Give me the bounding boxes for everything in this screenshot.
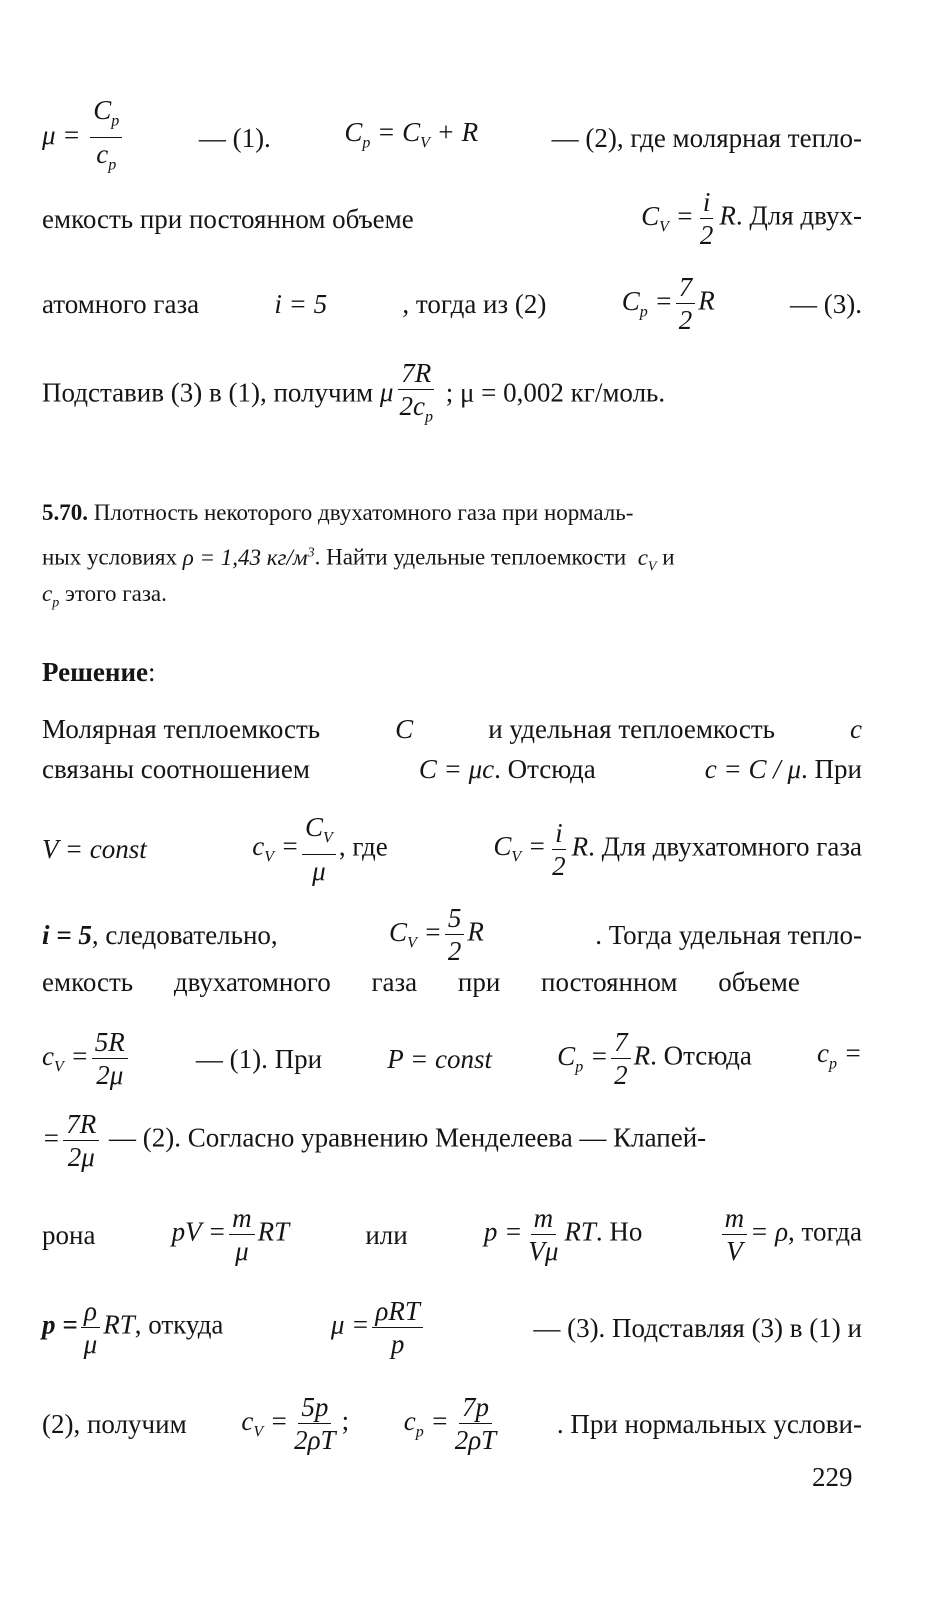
text-fragment: связаны соотношением bbox=[42, 754, 310, 784]
text-line-18 bbox=[42, 1392, 862, 1455]
text-fragment: . Тогда удельная тепло- bbox=[595, 919, 862, 950]
text-line-17 bbox=[42, 1296, 862, 1359]
text-fragment: Подставив (3) в (1), получим bbox=[42, 377, 374, 408]
formula-cp-7p: $c_p$ = $\frac{7p}{2\rho T}$ bbox=[403, 1392, 497, 1455]
eq-ref: — (1). bbox=[198, 122, 271, 153]
formula-c-over-mu: c = C / μ. При bbox=[704, 754, 862, 784]
text-fragment: — (2). Согласно уравнению Менделеева — Клапей- bbox=[108, 1122, 707, 1153]
eq-ref: — (3). bbox=[789, 288, 862, 319]
formula-i5: i = 5 bbox=[274, 288, 328, 319]
text-line-3 bbox=[42, 272, 862, 335]
formula-cv: $C_V$ = $\frac{i}{2}$ R. Для двух- bbox=[641, 187, 862, 250]
text-fragment: (2), получим bbox=[42, 1408, 187, 1439]
formula-pv: pV = $\frac{m}{\mu}$ RT bbox=[171, 1203, 290, 1266]
text-line-10 bbox=[42, 753, 862, 785]
text-line-5 bbox=[42, 497, 862, 529]
formula-7r-2mu: = $\frac{7R}{2\mu}$ bbox=[42, 1123, 109, 1153]
text-fragment: атомного газа bbox=[42, 288, 200, 319]
text-line-4 bbox=[42, 358, 862, 432]
text-line-14 bbox=[42, 1027, 862, 1090]
formula-cv-5r: $c_V$ = $\frac{5R}{2\mu}$ bbox=[42, 1027, 131, 1090]
text-line-12 bbox=[42, 903, 862, 966]
solution-heading: Решение: bbox=[42, 657, 156, 687]
formula-cv-5p: $c_V$ = $\frac{5p}{2\rho T}$ ; bbox=[241, 1392, 350, 1455]
text-fragment: ных условиях bbox=[42, 544, 177, 570]
formula-mu-7r: μ $\frac{7R}{2c_p}$ bbox=[379, 358, 433, 426]
text-line-6 bbox=[42, 537, 862, 583]
text-line-7 bbox=[42, 578, 862, 620]
text-line-11 bbox=[42, 812, 862, 886]
text-fragment: и удельная теплоемкость bbox=[488, 714, 775, 744]
formula-v-const: V = const bbox=[42, 834, 147, 865]
result-value: ; μ = 0,002 кг/моль. bbox=[445, 377, 666, 408]
text-line-2 bbox=[42, 187, 862, 250]
text-fragment: — (2), где молярная тепло- bbox=[551, 122, 862, 153]
formula-density: ρ = 1,43 $кг/м^3$ bbox=[182, 544, 315, 570]
formula-cp-eq: $c_p$ = bbox=[816, 1037, 862, 1073]
text-line-1 bbox=[42, 95, 862, 181]
formula-c-muc: C = μc. Отсюда bbox=[418, 754, 596, 784]
text-fragment: — (3). Подставляя (3) в (1) и bbox=[533, 1312, 862, 1343]
formula-p-const: P = const bbox=[387, 1043, 492, 1074]
text-line-9 bbox=[42, 713, 862, 745]
formula-mu-rhort: μ = $\frac{\text{ρRT}}{p}$ bbox=[331, 1296, 426, 1359]
formula-p-rho-mu: p = $\frac{\rho}{\mu}$ RT, откуда bbox=[42, 1296, 224, 1359]
symbol-c: c bbox=[850, 714, 862, 744]
formula-cv-5-2: $C_V$ = $\frac{5}{2}$ R bbox=[389, 903, 484, 966]
text-fragment: рона bbox=[42, 1219, 96, 1250]
text-line-13 bbox=[42, 966, 862, 998]
formula-p-m-vmu: p = $\frac{m}{V\mu}$ RT. Но bbox=[483, 1203, 643, 1266]
formula-cp-sum: $C_p = C_V + R$ bbox=[344, 117, 479, 152]
page-number: 229 bbox=[812, 1462, 853, 1492]
formula-cv-over-mu: $c_V$ = $\frac{C_V}{\mu}$ , где bbox=[252, 812, 388, 887]
formula-cv-i2: $C_V$ = $\frac{i}{2}$ R. Для двухатомного газа bbox=[493, 817, 862, 881]
formula-m-v-rho: $\frac{m}{V}$ = ρ, тогда bbox=[719, 1203, 862, 1266]
symbol-cp: $c_p$ bbox=[42, 581, 60, 611]
formula-cp-7-2-b: $C_p$ = $\frac{7}{2}$ R. Отсюда bbox=[557, 1027, 752, 1090]
text-fragment: , тогда из (2) bbox=[402, 288, 547, 319]
text-fragment: и bbox=[662, 544, 675, 570]
text-line-16 bbox=[42, 1203, 862, 1266]
text-line-15 bbox=[42, 1109, 862, 1172]
text-fragment: Молярная теплоемкость bbox=[42, 714, 321, 744]
text-fragment: емкость при постоянном объеме bbox=[42, 203, 414, 234]
text-fragment: емкость двухатомного газа при постоянном объеме bbox=[42, 967, 800, 997]
text-fragment: или bbox=[365, 1219, 408, 1250]
symbol-C: C bbox=[395, 714, 414, 744]
formula-mu-ratio: μ = $\frac{C_p}{c_p}$ bbox=[42, 95, 125, 181]
text-fragment: . При нормальных услови- bbox=[556, 1408, 862, 1439]
text-fragment: — (1). При bbox=[195, 1043, 323, 1074]
symbol-cv: $c_V$ bbox=[631, 544, 657, 575]
formula-i5-b: i = 5, следовательно, bbox=[42, 919, 278, 950]
problem-number: 5.70. Плотность некоторого двухатомного газа при нормаль- bbox=[42, 500, 634, 525]
formula-cp-7-2: $C_p$ = $\frac{7}{2}$ R bbox=[621, 272, 715, 335]
text-fragment: этого газа. bbox=[64, 581, 167, 606]
text-fragment: . Найти удельные теплоемкости bbox=[314, 544, 627, 570]
